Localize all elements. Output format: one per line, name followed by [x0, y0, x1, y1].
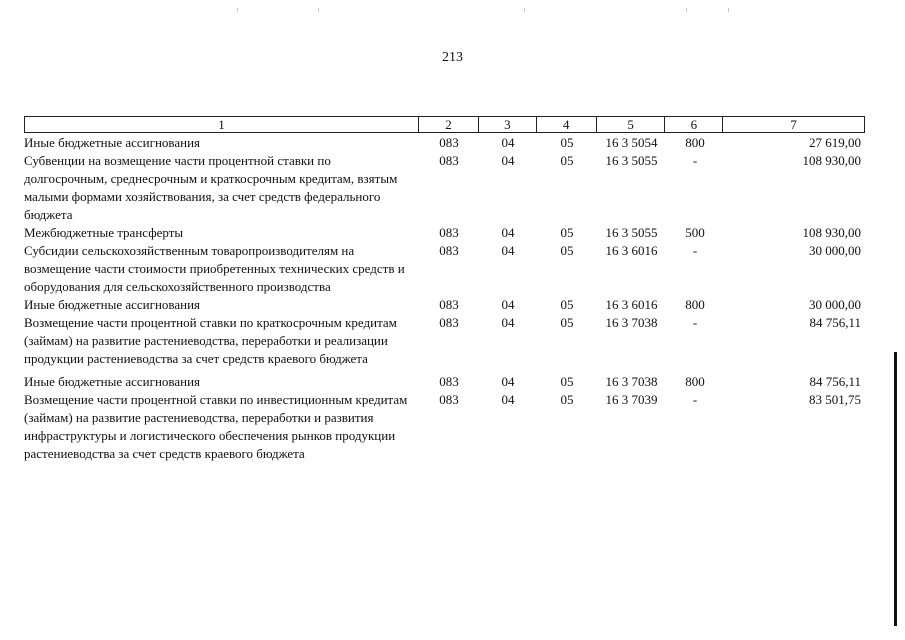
header-col-1: 1: [25, 117, 419, 132]
table-row: [24, 242, 865, 296]
row-col-3: 04: [501, 225, 515, 240]
row-name: Субвенции на возмещение части процентной ставки по долгосрочным, среднесрочным и краткосрочным кредитам, взятым малыми формами хозяйствования, за счет средств федерального бюджета: [24, 153, 398, 222]
row-col-3: 04: [501, 315, 515, 330]
table-row: [24, 134, 865, 152]
row-col-6: -: [692, 392, 698, 407]
row-amount: 30 000,00: [809, 297, 861, 312]
scan-mark: [728, 8, 729, 12]
row-col-2: 083: [439, 153, 459, 168]
header-col-4: 4: [537, 117, 597, 132]
table-row: [24, 373, 865, 391]
row-col-5: 16 3 7038: [605, 374, 658, 389]
page-number: 213: [442, 50, 463, 65]
row-col-6: 800: [685, 374, 705, 389]
row-name: Возмещение части процентной ставки по инвестиционным кредитам (займам) на развитие растениеводства, переработки и развития инфраструктуры и логистического обеспечения рынков продукции растениеводства за счет средств краевого бюджета: [24, 392, 408, 461]
row-col-6: 800: [685, 135, 705, 150]
table-row: [24, 391, 865, 463]
row-amount: 84 756,11: [809, 374, 861, 389]
row-col-2: 083: [439, 297, 459, 312]
row-col-5: 16 3 5055: [605, 153, 658, 168]
row-col-6: -: [692, 315, 698, 330]
row-name: Иные бюджетные ассигнования: [24, 374, 201, 389]
row-col-2: 083: [439, 243, 459, 258]
header-col-2: 2: [419, 117, 479, 132]
row-amount: 30 000,00: [809, 243, 861, 258]
scan-edge-bar: [894, 352, 897, 626]
row-col-3: 04: [501, 297, 515, 312]
row-name: Иные бюджетные ассигнования: [24, 297, 201, 312]
header-col-5: 5: [597, 117, 666, 132]
table-row: [24, 224, 865, 242]
row-col-2: 083: [439, 374, 459, 389]
row-col-5: 16 3 7038: [605, 315, 658, 330]
row-name: Иные бюджетные ассигнования: [24, 135, 201, 150]
row-col-6: 500: [685, 225, 705, 240]
row-col-3: 04: [501, 392, 515, 407]
scan-mark: [686, 8, 687, 12]
row-col-6: 800: [685, 297, 705, 312]
row-amount: 84 756,11: [809, 315, 861, 330]
table-row: [24, 296, 865, 314]
row-amount: 83 501,75: [809, 392, 861, 407]
row-name: Межбюджетные трансферты: [24, 225, 184, 240]
header-col-3: 3: [479, 117, 537, 132]
row-amount: 27 619,00: [809, 135, 861, 150]
scan-mark: [524, 8, 525, 12]
row-col-4: 05: [560, 243, 574, 258]
table-row: [24, 152, 865, 224]
row-col-2: 083: [439, 315, 459, 330]
row-col-4: 05: [560, 153, 574, 168]
row-name: Субсидии сельскохозяйственным товаропроизводителям на возмещение части стоимости приобретенных технических средств и оборудования для сельскохозяйственного производства: [24, 243, 405, 294]
row-col-3: 04: [501, 374, 515, 389]
row-col-4: 05: [560, 225, 574, 240]
table-body: [24, 134, 865, 463]
row-col-5: 16 3 6016: [605, 297, 658, 312]
row-col-4: 05: [560, 392, 574, 407]
row-col-5: 16 3 6016: [605, 243, 658, 258]
row-col-5: 16 3 5054: [605, 135, 658, 150]
header-col-7: 7: [790, 117, 797, 132]
row-col-2: 083: [439, 135, 459, 150]
row-col-4: 05: [560, 297, 574, 312]
row-name: Возмещение части процентной ставки по краткосрочным кредитам (займам) на развитие растениеводства, переработки и реализации продукции растениеводства за счет средств краевого бюджета: [24, 315, 397, 366]
scan-mark: [318, 8, 319, 12]
header-col-6: 6: [665, 117, 723, 132]
row-amount: 108 930,00: [802, 225, 861, 240]
row-amount: 108 930,00: [802, 153, 861, 168]
row-col-3: 04: [501, 135, 515, 150]
row-col-3: 04: [501, 153, 515, 168]
row-col-4: 05: [560, 135, 574, 150]
row-col-2: 083: [439, 392, 459, 407]
table-row: [24, 314, 865, 368]
row-col-6: -: [692, 243, 698, 258]
row-col-5: 16 3 7039: [605, 392, 658, 407]
row-col-6: -: [692, 153, 698, 168]
row-col-5: 16 3 5055: [605, 225, 658, 240]
scan-mark: [237, 8, 238, 12]
row-col-2: 083: [439, 225, 459, 240]
table-header: [24, 116, 865, 133]
row-col-3: 04: [501, 243, 515, 258]
row-col-4: 05: [560, 315, 574, 330]
row-col-4: 05: [560, 374, 574, 389]
